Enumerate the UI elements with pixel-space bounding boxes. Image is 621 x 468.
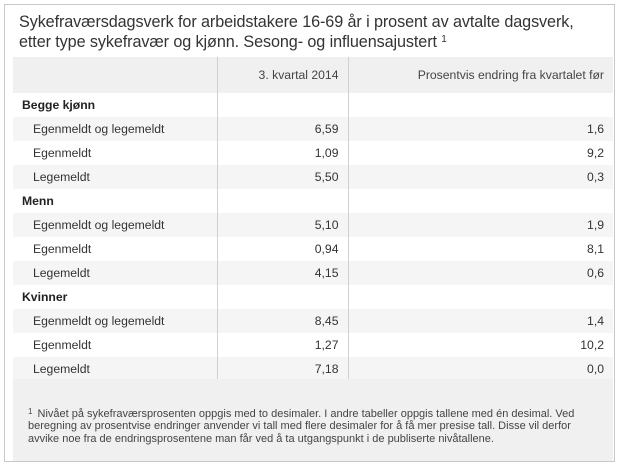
row-label: Legemeldt: [13, 165, 217, 189]
header-row: [13, 57, 613, 93]
group-row-begge-kjonn: [13, 93, 613, 117]
title-text: Sykefraværsdagsverk for arbeidstakere 16-69 år i prosent av avtalte dagsverk, etter type sykefravær og kjønn. Sesong- og influensajustert: [19, 13, 574, 51]
row-value: 1,27: [217, 333, 348, 357]
row-label: Egenmeldt: [33, 146, 92, 160]
row-label: Egenmeldt og legemeldt: [13, 117, 217, 141]
table-title: [19, 13, 609, 51]
row-change: 1,6: [348, 117, 613, 141]
table-row: [13, 261, 613, 285]
header-quarter: 3. kvartal 2014: [217, 57, 348, 93]
row-change: 9,2: [348, 141, 613, 165]
row-value: 1,09: [217, 141, 348, 165]
row-label: Egenmeldt: [33, 242, 92, 256]
footnote-marker: 1: [28, 407, 33, 416]
row-label: Legemeldt: [13, 357, 217, 382]
row-value: 5,50: [217, 165, 348, 189]
row-value: 6,59: [217, 117, 348, 141]
row-label: Egenmeldt og legemeldt: [13, 309, 217, 333]
table-row: [13, 165, 613, 189]
group-row-menn: [13, 189, 613, 213]
row-change: 0,3: [348, 165, 613, 189]
empty-cell: [217, 93, 348, 117]
title-footnote-marker: 1: [441, 34, 447, 45]
table-row: [13, 333, 613, 357]
row-value: 5,10: [217, 213, 348, 237]
table-row: [13, 117, 613, 141]
row-change: 0,0: [348, 357, 613, 382]
row-value: 7,18: [217, 357, 348, 382]
group-label: Menn: [22, 194, 54, 208]
empty-cell: [348, 285, 613, 309]
row-change: 8,1: [348, 237, 613, 261]
table-row: [13, 309, 613, 333]
empty-cell: [217, 285, 348, 309]
row-change: 10,2: [348, 333, 613, 357]
table-row: [13, 141, 613, 165]
row-change: 1,9: [348, 213, 613, 237]
footnote-text: Nivået på sykefraværsprosenten oppgis med to desimaler. I andre tabeller oppgis tallene med én desimal. Ved beregning av prosentvise endringer anvender vi tall med flere desimaler for å få mer presise tall. Disse vil derfor avvike noe fra de endringsprosentene man får ved å ta utgangspunkt i de publiserte nivåtallene.: [28, 408, 575, 445]
row-label: Egenmeldt: [33, 338, 92, 352]
empty-cell: [348, 189, 613, 213]
row-change: 1,4: [348, 309, 613, 333]
header-label: [13, 57, 217, 93]
header-change: Prosentvis endring fra kvartalet før: [348, 57, 613, 93]
empty-cell: [217, 189, 348, 213]
group-label: Begge kjønn: [22, 98, 96, 112]
table-row: [13, 357, 613, 382]
table-row: [13, 237, 613, 261]
empty-cell: [348, 93, 613, 117]
row-value: 8,45: [217, 309, 348, 333]
statistics-table: [13, 57, 613, 382]
footnote: [13, 379, 613, 461]
table-frame: [4, 4, 615, 462]
row-change: 0,6: [348, 261, 613, 285]
row-label: Egenmeldt og legemeldt: [13, 213, 217, 237]
row-value: 4,15: [217, 261, 348, 285]
row-label: Legemeldt: [13, 261, 217, 285]
group-label: Kvinner: [22, 290, 68, 304]
row-value: 0,94: [217, 237, 348, 261]
table-row: [13, 213, 613, 237]
group-row-kvinner: [13, 285, 613, 309]
